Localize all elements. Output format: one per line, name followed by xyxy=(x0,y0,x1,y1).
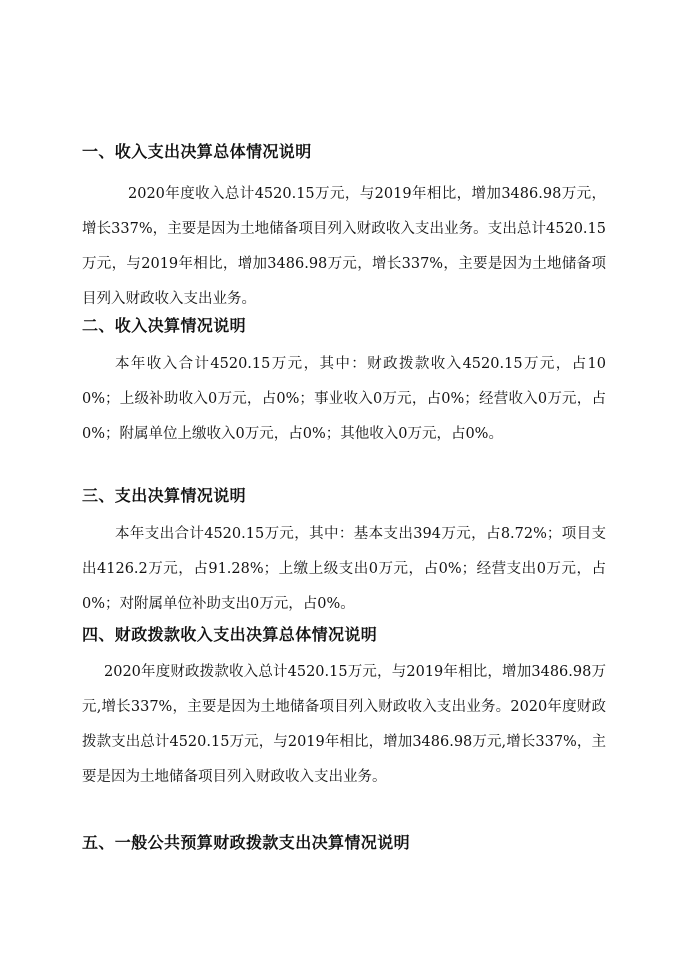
section-paragraph: 2020年度收入总计4520.15万元，与2019年相比，增加3486.98万元，增长337%，主要是因为土地储备项目列入财政收入支出业务。支出总计4520.15万元，与2019年相比，增加3486.98万元，增长337%，主要是因为土地储备项目列入财政收入支出业务。 xyxy=(82,186,606,307)
section-income-expenditure-overview xyxy=(82,142,606,317)
section-heading: 一、收入支出决算总体情况说明 xyxy=(82,142,312,161)
section-fiscal-appropriation-overview xyxy=(82,625,606,795)
section-heading: 二、收入决算情况说明 xyxy=(82,316,247,335)
section-paragraph: 本年支出合计4520.15万元，其中：基本支出394万元，占8.72%；项目支出4126.2万元，占91.28%；上缴上级支出0万元，占0%；经营支出0万元，占0%；对附属单位补助支出0万元，占0%。 xyxy=(82,526,606,612)
section-heading: 三、支出决算情况说明 xyxy=(82,486,247,505)
section-paragraph: 2020年度财政拨款收入总计4520.15万元，与2019年相比，增加3486.98万元,增长337%，主要是因为土地储备项目列入财政收入支出业务。2020年度财政拨款支出总计4520.15万元，与2019年相比，增加3486.98万元,增长337%，主要是因为土地储备项目列入财政收入支出业务。 xyxy=(82,664,606,785)
section-expenditure-details xyxy=(82,486,606,622)
section-general-public-budget xyxy=(82,833,606,853)
section-income-details xyxy=(82,316,606,452)
section-heading: 四、财政拨款收入支出决算总体情况说明 xyxy=(82,625,378,644)
section-paragraph: 本年收入合计4520.15万元，其中：财政拨款收入4520.15万元，占100%；上级补助收入0万元，占0%；事业收入0万元，占0%；经营收入0万元，占0%；附属单位上缴收入0万元，占0%；其他收入0万元，占0%。 xyxy=(82,356,606,442)
section-heading: 五、一般公共预算财政拨款支出决算情况说明 xyxy=(82,833,411,852)
